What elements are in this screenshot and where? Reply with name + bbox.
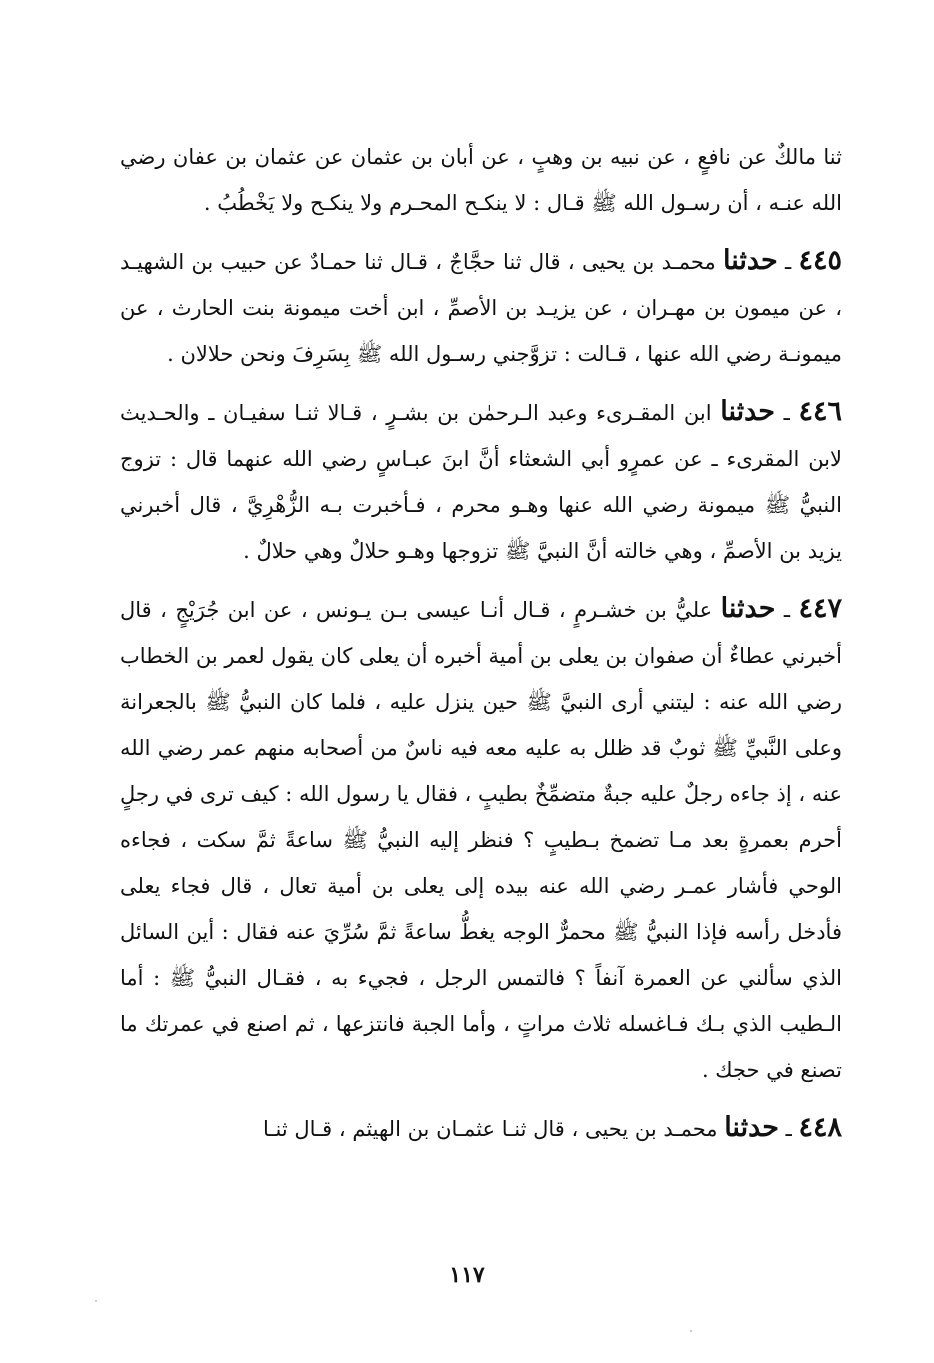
hadith-paragraph-continuation xyxy=(120,134,842,226)
hadith-heading: حدثنا xyxy=(723,245,778,276)
hadith-paragraph-445: ٤٤٥ ـ حدثنا محمـد بن يحيى ، قال ثنا حجَّاجٌ ، قـال ثنا حمـادٌ عن حبيب بن الشهيـد ، عن ميمون بن مهـران ، عن يزيـد بن الأصمِّ ، ابن أخت ميمونة بنت الحارث ، عن ميمونـة رضي الله عنها ، قـالت : تزوَّجني رسـول الله ﷺ بِسَرِفَ ونحن حلالان . xyxy=(120,245,842,366)
hadith-number: ٤٤٦ xyxy=(798,396,842,427)
hadith-number: ٤٤٥ xyxy=(798,245,842,276)
paragraph-text: عليُّ بن خشـرمٍ ، قـال أنـا عيسى بـن يـونس ، عن ابن جُرَيْجٍ ، قال أخبرني عطاءٌ أن صفوان بن يعلى بن أمية أخبره أن يعلى كان يقول لعمر بن الخطاب رضي الله عنه : ليتني أرى النبيَّ ﷺ حين ينزل عليه ، فلما كان النبيُّ ﷺ بالجعرانة وعلى النَّبيِّ ﷺ ثوبٌ قد ظلل به عليه معه فيه ناسٌ من أصحابه منهم عمر رضي الله عنه ، إذ جاءه رجلٌ عليه جبةٌ متضمِّخٌ بطيبٍ ، فقال يا رسول الله : كيف ترى في رجلٍ أحرم بعمرةٍ بعد مـا تضمخ بـطيبٍ ؟ فنظر إليه النبيُّ ﷺ ساعةً ثمَّ سكت ، فجاءه الوحي فأشار عمـر رضي الله عنه بيده إلى يعلى بن أمية تعال ، قال فجاء يعلى فأدخل رأسه فإذا النبيُّ ﷺ محمرٌّ الوجه يغطُّ ساعةً ثمَّ سُرِّيَ عنه فقال : أين السائل الذي سألني عن العمرة آنفاً ؟ فالتمس الرجل ، فجيء به ، فقـال النبيُّ ﷺ : أما الـطيب الذي بـك فـاغسله ثلاث مراتٍ ، وأما الجبة فانتزعها ، ثم اصنع في عمرتك ما تصنع في حجك . xyxy=(120,598,842,1082)
hadith-heading: حدثنا xyxy=(720,396,775,427)
hadith-number: ٤٤٧ xyxy=(798,593,842,624)
hadith-heading: حدثنا xyxy=(724,1112,779,1143)
paragraph-text: ابن المقـرىء وعبد الـرحمٰن بن بشـرٍ ، قـالا ثنـا سفيـان ـ والحـديث لابن المقرىء ـ عن عمرٍو أبي الشعثاء أنَّ ابنَ عبـاسٍ رضي الله عنهما قال : تزوج النبيُّ ﷺ ميمونة رضي الله عنها وهـو محرم ، فـأخبرت بـه الزُّهْرِيَّ ، قال أخبرني يزيد بن الأصمِّ ، وهي خالته أنَّ النبيَّ ﷺ تزوجها وهـو حلالٌ وهي حلالٌ . xyxy=(120,401,842,563)
hadith-paragraph-448: ٤٤٨ ـ حدثنا محمـد بن يحيى ، قال ثنـا عثمـان بن الهيثم ، قـال ثنـا xyxy=(262,1112,842,1143)
scan-speck xyxy=(690,1330,692,1332)
paragraph-text: محمـد بن يحيى ، قال ثنا حجَّاجٌ ، قـال ثنا حمـادٌ عن حبيب بن الشهيـد ، عن ميمون بن مهـران ، عن يزيـد بن الأصمِّ ، ابن أخت ميمونة بنت الحارث ، عن ميمونـة رضي الله عنها ، قـالت : تزوَّجني رسـول الله ﷺ بِسَرِفَ ونحن حلالان . xyxy=(120,250,842,366)
hadith-heading: حدثنا xyxy=(720,593,776,624)
page-body xyxy=(120,134,842,1152)
paragraph-text: ثنا مالكٌ عن نافعٍ ، عن نبيه بن وهبٍ ، عن أبان بن عثمان عن عثمان بن عفان رضي الله عنـه ، أن رسـول الله ﷺ قـال : لا ينكـح المحـرم ولا ينكـح ولا يَخْطُبُ . xyxy=(120,145,842,215)
hadith-paragraph-447: ٤٤٧ ـ حدثنا عليُّ بن خشـرمٍ ، قـال أنـا عيسى بـن يـونس ، عن ابن جُرَيْجٍ ، قال أخبرني عطاءٌ أن صفوان بن يعلى بن أمية أخبره أن يعلى كان يقول لعمر بن الخطاب رضي الله عنه : ليتني أرى النبيَّ ﷺ حين ينزل عليه ، فلما كان النبيُّ ﷺ بالجعرانة وعلى النَّبيِّ ﷺ ثوبٌ قد ظلل به عليه معه فيه ناسٌ من أصحابه منهم عمر رضي الله عنه ، إذ جاءه رجلٌ عليه جبةٌ متضمِّخٌ بطيبٍ ، فقال يا رسول الله : كيف ترى في رجلٍ أحرم بعمرةٍ بعد مـا تضمخ بـطيبٍ ؟ فنظر إليه النبيُّ ﷺ ساعةً ثمَّ سكت ، فجاءه الوحي فأشار عمـر رضي الله عنه بيده إلى يعلى بن أمية تعال ، قال فجاء يعلى فأدخل رأسه فإذا النبيُّ ﷺ محمرٌّ الوجه يغطُّ ساعةً ثمَّ سُرِّيَ عنه فقال : أين السائل الذي سألني عن العمرة آنفاً ؟ فالتمس الرجل ، فجيء به ، فقـال النبيُّ ﷺ : أما الـطيب الذي بـك فـاغسله ثلاث مراتٍ ، وأما الجبة فانتزعها ، ثم اصنع في عمرتك ما تصنع في حجك . xyxy=(120,593,842,1082)
hadith-paragraph-446: ٤٤٦ ـ حدثنا ابن المقـرىء وعبد الـرحمٰن بن بشـرٍ ، قـالا ثنـا سفيـان ـ والحـديث لابن المقرىء ـ عن عمرٍو أبي الشعثاء أنَّ ابنَ عبـاسٍ رضي الله عنهما قال : تزوج النبيُّ ﷺ ميمونة رضي الله عنها وهـو محرم ، فـأخبرت بـه الزُّهْرِيَّ ، قال أخبرني يزيد بن الأصمِّ ، وهي خالته أنَّ النبيَّ ﷺ تزوجها وهـو حلالٌ وهي حلالٌ . xyxy=(120,396,842,563)
page-number: ١١٧ xyxy=(449,1262,485,1288)
hadith-number: ٤٤٨ xyxy=(798,1112,842,1143)
scan-speck xyxy=(95,1300,97,1302)
paragraph-text: محمـد بن يحيى ، قال ثنـا عثمـان بن الهيثم ، قـال ثنـا xyxy=(262,1117,718,1141)
